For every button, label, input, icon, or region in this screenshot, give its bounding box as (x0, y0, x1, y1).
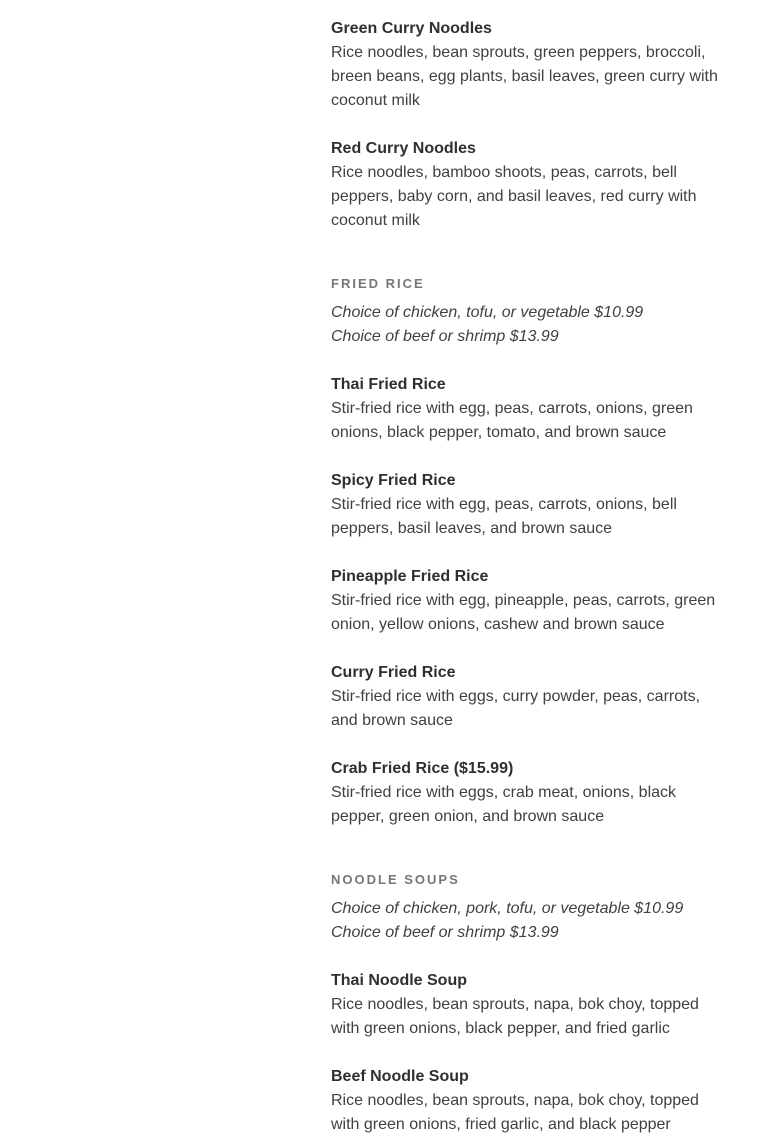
price-line: Choice of chicken, pork, tofu, or vegetable $10.99 (331, 900, 684, 917)
menu-content (331, 17, 731, 1142)
section-prices (331, 897, 731, 945)
menu-item-description: Rice noodles, bean sprouts, napa, bok choy, topped with green onions, black pepper, and fried garlic (331, 996, 699, 1037)
menu-item-green-curry-noodles (331, 17, 731, 113)
menu-item-thai-noodle-soup (331, 969, 731, 1041)
section-prices (331, 301, 731, 349)
price-line: Choice of beef or shrimp $13.99 (331, 328, 559, 345)
menu-item-beef-noodle-soup (331, 1065, 731, 1137)
menu-item-thai-fried-rice (331, 373, 731, 445)
menu-item-crab-fried-rice (331, 757, 731, 829)
menu-item-spicy-fried-rice (331, 469, 731, 541)
menu-item-pineapple-fried-rice (331, 565, 731, 637)
section-noodle-soups (331, 869, 731, 1137)
section-heading: NOODLE SOUPS (331, 872, 460, 887)
menu-item-name: Spicy Fried Rice (331, 472, 456, 489)
price-line: Choice of chicken, tofu, or vegetable $10.99 (331, 304, 644, 321)
menu-item-description: Stir-fried rice with egg, pineapple, peas, carrots, green onion, yellow onions, cashew and brown sauce (331, 592, 716, 633)
menu-item-name: Thai Noodle Soup (331, 972, 467, 989)
menu-item-name: Red Curry Noodles (331, 140, 476, 157)
menu-item-description: Rice noodles, bean sprouts, napa, bok choy, topped with green onions, fried garlic, and black pepper (331, 1092, 699, 1133)
menu-item-name: Green Curry Noodles (331, 20, 492, 37)
menu-item-description: Rice noodles, bean sprouts, green peppers, broccoli, breen beans, egg plants, basil leaves, green curry with coconut milk (331, 44, 718, 109)
menu-item-description: Stir-fried rice with egg, peas, carrots, onions, green onions, black pepper, tomato, and brown sauce (331, 400, 693, 441)
menu-item-description: Rice noodles, bamboo shoots, peas, carrots, bell peppers, baby corn, and basil leaves, red curry with coconut milk (331, 164, 697, 229)
menu-item-curry-fried-rice (331, 661, 731, 733)
menu-item-description: Stir-fried rice with egg, peas, carrots, onions, bell peppers, basil leaves, and brown sauce (331, 496, 677, 537)
menu-item-name: Crab Fried Rice ($15.99) (331, 760, 514, 777)
menu-item-description: Stir-fried rice with eggs, crab meat, onions, black pepper, green onion, and brown sauce (331, 784, 677, 825)
menu-item-description: Stir-fried rice with eggs, curry powder, peas, carrots, and brown sauce (331, 688, 701, 729)
menu-item-name: Pineapple Fried Rice (331, 568, 489, 585)
section-fried-rice (331, 273, 731, 829)
price-line: Choice of beef or shrimp $13.99 (331, 924, 559, 941)
section-heading: FRIED RICE (331, 276, 425, 291)
menu-item-name: Beef Noodle Soup (331, 1068, 469, 1085)
menu-item-name: Curry Fried Rice (331, 664, 456, 681)
menu-item-name: Thai Fried Rice (331, 376, 446, 393)
menu-item-red-curry-noodles (331, 137, 731, 233)
